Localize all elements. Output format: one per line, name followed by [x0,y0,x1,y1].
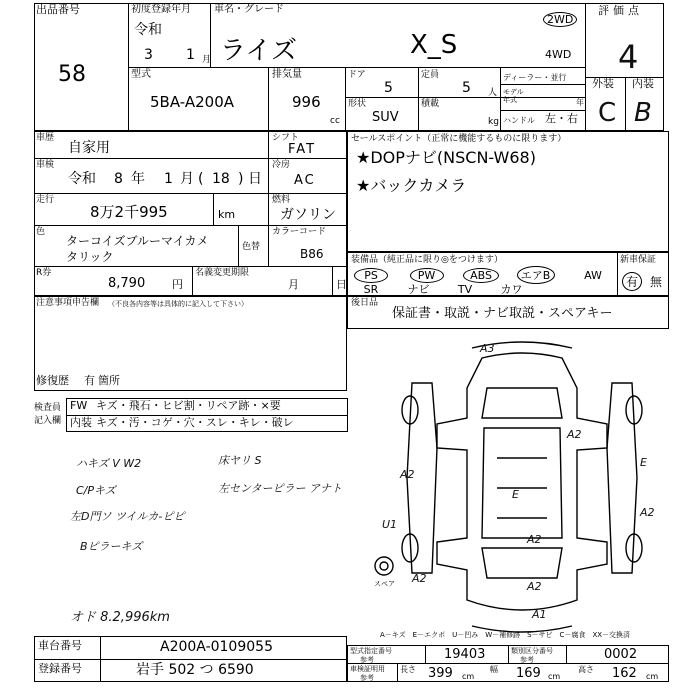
shape-label: 形状 [348,99,367,109]
capacity: 5 [462,80,471,96]
shift-label: シフト [272,133,300,143]
check-fw-head: FW [70,399,88,412]
height-unit: cm [646,672,659,681]
extras-items: 保証書・取説・ナビ取説・スペアキー [392,306,613,321]
chassis-label: 車台番号 [38,639,82,652]
hand-note-3: 左D門ソ ツイルカ-ピピ [70,510,185,523]
class-label: 類別区分番号 [511,647,553,655]
person-unit: 人 [488,88,498,98]
reg-month: 1 [186,47,195,63]
title-month: 月 [288,278,299,291]
lot-label: 出品番号 [36,3,80,16]
repair-value: 有 [84,374,95,387]
selling-point-2: ★バックカメラ [356,176,467,195]
repair-unit: 箇所 [98,374,120,387]
drive-2wd: 2WD [543,12,577,27]
check-int-items: キズ・汚・コゲ・穴・スレ・キレ・破レ [96,416,294,429]
exterior-label: 外装 [592,77,614,90]
interior-label: 内装 [632,77,654,90]
body-shape: SUV [372,110,399,125]
hand-note-2a: C/Pキズ [76,484,116,497]
diagram-mark-a2-4: A2 [527,533,542,546]
aircon-label: 冷房 [272,160,291,170]
selling-label: セールスポイント（正常に機能するものに限ります） [351,134,567,144]
dims-sub: 参考 [360,674,374,682]
fuel-label: 燃料 [272,195,291,205]
width-label: 幅 [490,665,498,674]
notes-frame [34,296,347,391]
aircon-value: AC [294,173,316,188]
repaint-label: 色替 [242,242,261,252]
inspect-day: 18 [212,171,230,187]
hand-odometer: オド 8.2,996km [70,610,170,625]
history-value: 自家用 [68,140,110,156]
inspect-year: 8 [114,171,123,187]
dims-label: 車検証明用 [350,665,385,673]
doors: 5 [384,80,393,96]
equip-airbag: エアB [517,266,555,284]
warranty-have: 有 [622,272,642,291]
check-fw-items: キズ・飛石・ヒビ割・リペア跡・×要 [96,399,281,412]
capacity-label: 定員 [421,70,440,80]
width-unit: cm [548,672,561,681]
reg-era: 令和 [134,22,162,38]
drive-4wd: 4WD [545,48,572,61]
equip-pw: PW [410,268,444,283]
car-grade: X_S [410,30,458,60]
handle-value: 左・右 [545,112,578,125]
diagram-mark-a1: A1 [532,608,547,621]
equip-leather: カワ [500,283,523,296]
shift-value: FAT [288,142,317,157]
hand-note-4: Bピラーキズ [80,540,143,553]
recycle-label: R券 [36,268,52,278]
equip-tv: TV [457,283,473,296]
disp-label: 排気量 [272,69,302,80]
dealer-label: ディーラー・並行 [503,73,567,82]
warranty-none: 無 [650,275,663,289]
km-unit: km [218,208,236,221]
year-unit: 年 [576,98,584,107]
title-day: 日 [336,278,347,291]
width-value: 169 [516,666,541,681]
selling-point-1: ★DOPナビ(NSCN-W68) [356,148,536,167]
length-value: 399 [428,666,453,681]
type-number: 19403 [444,647,486,662]
diagram-mark-e-1: E [640,456,647,469]
grade-score: 4 [618,38,639,76]
length-unit: cm [462,672,475,681]
history-label: 車歴 [36,133,55,143]
diagram-mark-u1: U1 [382,518,398,531]
inspect-month-unit: 月 [180,171,194,187]
diagram-mark-a2-1: A2 [567,428,582,441]
caution-label: 注意事項申告欄 [36,298,100,308]
diagram-mark-a2-6: A2 [527,580,542,593]
spare-label: スペア [374,580,395,588]
displacement: 996 [292,93,321,111]
name-label: 車名・グレード [214,4,284,15]
type-sub: 参考 [360,656,374,664]
handle-label: ハンドル [503,116,535,125]
model-label: 型式 [131,69,151,80]
diagram-mark-a2-5: A2 [412,572,427,585]
color-line1: ターコイズブルーマイカメ [66,234,209,248]
plate-number: 岩手 502 つ 6590 [136,662,254,678]
type-label: 型式指定番号 [350,647,392,655]
inspector-label: 検査員 [34,403,62,413]
hand-note-2b: 左センターピラー アナト [218,482,343,495]
reg-year: 3 [144,47,153,63]
hand-note-1a: ハキズ V W2 [76,457,142,470]
modelyear-label: モデル年式 [503,88,524,104]
colorcode-label: カラーコード [272,227,327,237]
title-label: 名義変更期限 [195,268,250,278]
mileage-label: 走行 [36,195,55,205]
mileage-value: 8万2千995 [90,203,168,221]
cc-unit: cc [330,116,340,126]
diagram-mark-a3: A3 [480,342,495,355]
interior-score: B [634,98,652,128]
length-label: 長さ [400,665,416,674]
inspect-label: 車検 [36,160,55,170]
record-label: 記入欄 [34,416,62,426]
lot-number: 58 [58,62,86,87]
kg-unit: kg [488,117,499,127]
extras-label: 後日品 [351,298,379,308]
check-int-head: 内装 [70,416,92,429]
class-sub: 参考 [520,656,534,664]
car-name: ライズ [220,36,297,66]
equip-aw: AW [584,269,602,282]
inspect-day-unit: 日 [248,171,262,187]
diagram-mark-a2-2: A2 [400,468,415,481]
height-label: 高さ [578,665,594,674]
recycle-value: 8,790 [108,276,146,291]
equip-ps: PS [354,268,388,283]
color-label: 色 [36,227,46,237]
car-damage-diagram [372,338,672,638]
warranty-label: 新車保証 [620,255,657,265]
color-line2: タリック [66,250,114,264]
diagram-mark-e-2: E [512,488,519,501]
class-number: 0002 [604,647,638,662]
inspect-month: 1 [164,171,173,187]
colorcode-value: B86 [300,247,324,261]
equip-sr: SR [363,283,379,296]
inspect-year-unit: 年 [131,171,145,187]
repair-label: 修復歴 [36,374,69,387]
diagram-mark-a2-3: A2 [640,506,655,519]
equip-navi: ナビ [407,283,430,296]
inspect-era: 令和 [68,171,96,187]
hand-note-1b: 床ヤリ S [218,454,262,467]
reg-month-unit: 月 [202,55,212,65]
chassis-number: A200A-0109055 [160,639,273,655]
reg-label: 初度登録年月 [131,4,191,15]
fuel-value: ガソリン [280,207,336,223]
exterior-score: C [598,98,617,128]
yen-unit: 円 [172,278,183,291]
inspect-day-open: ( [198,171,204,187]
equip-abs: ABS [463,268,499,283]
plate-label: 登録番号 [38,662,82,675]
model-code: 5BA-A200A [150,93,235,111]
equipment-row-2 [354,281,531,297]
equipment-label: 装備品（純正品に限り◎をつけます） [351,255,503,265]
height-value: 162 [612,666,637,681]
grade-label: 評価点 [598,4,643,17]
door-label: ドア [348,70,366,80]
damage-legend: A－キズ E－エクボ U－凹み W－補修跡 S－サビ C－腐食 XX－交換済 [380,631,631,639]
caution-sub: （不良各内容等は具体的に記入して下さい） [108,300,248,308]
load-label: 積載 [421,99,440,109]
inspect-day-close: ) [238,171,244,187]
